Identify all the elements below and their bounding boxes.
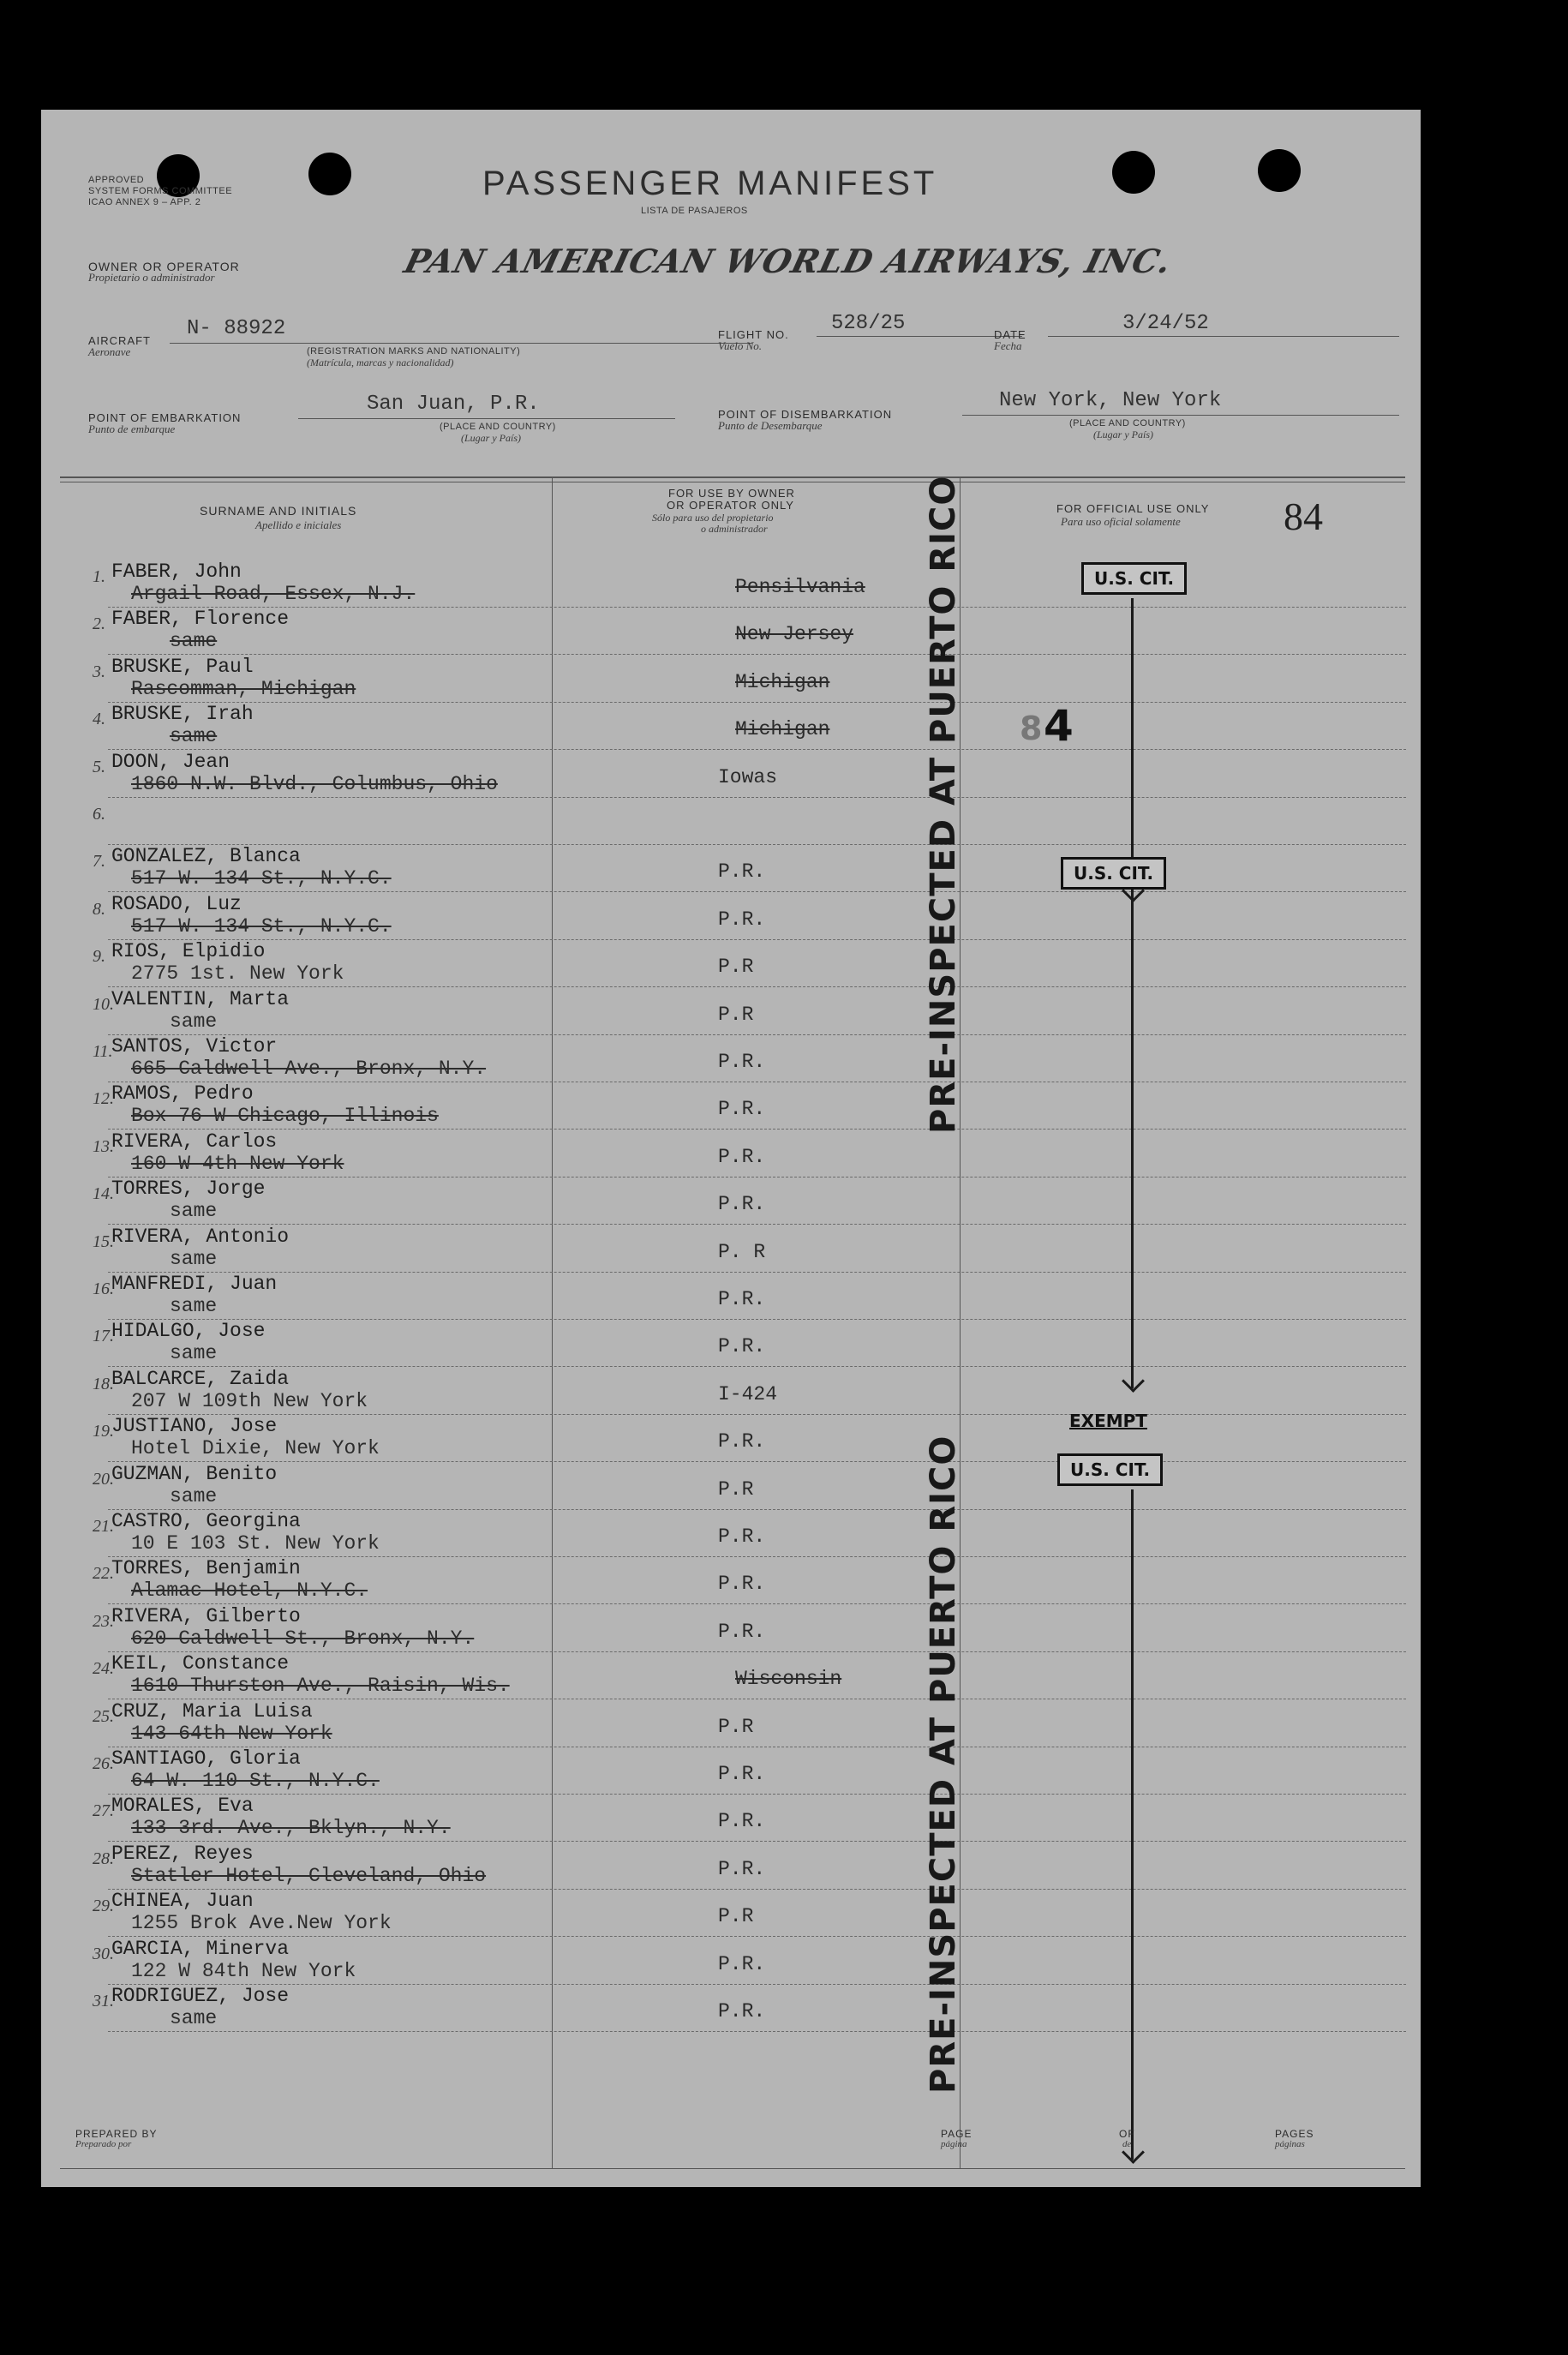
- aircraft-label: AIRCRAFT: [88, 334, 151, 347]
- operator-entry: P.R.: [718, 1335, 766, 1358]
- row-divider: [108, 1841, 1406, 1842]
- passenger-name: KEIL, Constance: [111, 1652, 290, 1675]
- punch-hole-center: [308, 153, 351, 195]
- page-title-sub: LISTA DE PASAJEROS: [641, 206, 748, 216]
- row-divider: [108, 1414, 1406, 1415]
- operator-entry: P.R.: [718, 1430, 766, 1453]
- operator-entry: P.R: [718, 1003, 754, 1026]
- passenger-address: Rascomman, Michigan: [131, 677, 356, 700]
- row-number: 10.: [93, 994, 114, 1014]
- operator-entry: Iowas: [718, 765, 778, 788]
- embark-underline: [298, 418, 675, 419]
- passenger-address: same: [170, 1247, 218, 1270]
- aircraft-value: N- 88922: [187, 317, 286, 340]
- us-cit-stamp-1: U.S. CIT.: [1081, 562, 1187, 595]
- row-number: 19.: [93, 1422, 114, 1441]
- passenger-address: Box 76 W Chicago, Illinois: [131, 1105, 439, 1128]
- page-title: PASSENGER MANIFEST: [482, 165, 938, 202]
- row-divider: [108, 1177, 1406, 1178]
- passenger-name: RIOS, Elpidio: [111, 940, 266, 963]
- passenger-name: CASTRO, Georgina: [111, 1510, 301, 1532]
- row-divider: [108, 1319, 1406, 1320]
- operator-entry: P.R.: [718, 1288, 766, 1310]
- aircraft-underline: [170, 343, 752, 344]
- passenger-name: FABER, Florence: [111, 608, 290, 631]
- operator-entry: P.R.: [718, 1857, 766, 1880]
- row-number: 24.: [93, 1659, 114, 1679]
- passenger-name: DOON, Jean: [111, 750, 230, 773]
- operator-entry: I-424: [718, 1382, 778, 1405]
- row-number: 21.: [93, 1517, 114, 1536]
- row-number: 22.: [93, 1564, 114, 1584]
- operator-entry: P.R.: [718, 1573, 766, 1596]
- passenger-address: Argail Road, Essex, N.J.: [131, 583, 416, 605]
- table-bottom-rule: [60, 2168, 1405, 2169]
- passenger-address: 10 E 103 St. New York: [131, 1532, 380, 1555]
- airline-name: PAN AMERICAN WORLD AIRWAYS, INC.: [400, 242, 1176, 280]
- registration-note: (REGISTRATION MARKS AND NATIONALITY): [307, 346, 521, 357]
- row-divider: [108, 1794, 1406, 1795]
- flight-underline: [817, 336, 1022, 337]
- row-divider: [108, 1272, 1406, 1273]
- passenger-address: same: [170, 2007, 218, 2029]
- column-divider-1: [552, 478, 553, 2168]
- passenger-address: 1255 Brok Ave.New York: [131, 1912, 392, 1935]
- row-number: 27.: [93, 1801, 114, 1821]
- bracket-line-1: [1131, 598, 1134, 898]
- passenger-address: 2775 1st. New York: [131, 962, 344, 986]
- passenger-address: Statler Hotel, Cleveland, Ohio: [131, 1864, 487, 1887]
- exempt-stamp: EXEMPT: [1069, 1411, 1147, 1431]
- row-divider: [108, 1984, 1406, 1985]
- passenger-address: 517 W. 134 St., N.Y.C.: [131, 867, 392, 890]
- row-divider: [108, 1366, 1406, 1367]
- row-number: 29.: [93, 1897, 114, 1916]
- row-divider: [108, 891, 1406, 892]
- row-number: 11.: [93, 1042, 113, 1061]
- passenger-name: RIVERA, Carlos: [111, 1130, 278, 1153]
- passenger-address: same: [170, 630, 218, 653]
- place-note-1: (PLACE AND COUNTRY): [440, 422, 556, 432]
- operator-entry: P.R.: [718, 1952, 766, 1975]
- row-divider: [108, 1509, 1406, 1510]
- of-label-es: de: [1122, 2139, 1132, 2149]
- row-number: 9.: [93, 947, 105, 967]
- prepared-label-es: Preparado por: [75, 2139, 132, 2149]
- operator-entry: P.R.: [718, 1525, 766, 1548]
- passenger-name: CHINEA, Juan: [111, 1890, 254, 1913]
- row-number: 1.: [93, 567, 105, 586]
- passenger-address: 122 W 84th New York: [131, 1959, 356, 1982]
- row-number: 2.: [93, 614, 105, 634]
- row-number: 28.: [93, 1849, 114, 1868]
- disembark-label: POINT OF DISEMBARKATION: [718, 408, 893, 421]
- row-number: 18.: [93, 1374, 114, 1393]
- row-divider: [108, 2031, 1406, 2032]
- operator-entry: Michigan: [735, 670, 830, 693]
- operator-entry: New Jersey: [735, 623, 854, 646]
- row-number: 8.: [93, 899, 105, 919]
- passenger-name: TORRES, Benjamin: [111, 1557, 301, 1580]
- row-number: 23.: [93, 1611, 114, 1631]
- row-divider: [108, 1129, 1406, 1130]
- operator-entry: P. R: [718, 1240, 766, 1263]
- col-official-header-es: Para uso oficial solamente: [1061, 515, 1181, 528]
- date-underline: [1048, 336, 1399, 337]
- passenger-name: PEREZ, Reyes: [111, 1842, 254, 1865]
- pages-label-es: páginas: [1275, 2139, 1305, 2149]
- passenger-address: same: [170, 1295, 218, 1317]
- row-number: 25.: [93, 1706, 114, 1726]
- col-official-header: FOR OFFICIAL USE ONLY: [1056, 502, 1210, 515]
- passenger-name: MORALES, Eva: [111, 1795, 254, 1818]
- flight-label-es: Vuelo No.: [718, 339, 763, 352]
- passenger-name: GARCIA, Minerva: [111, 1937, 290, 1960]
- pages-label: PAGES: [1275, 2128, 1314, 2140]
- page-label: PAGE: [941, 2128, 973, 2140]
- operator-entry: P.R.: [718, 1620, 766, 1643]
- approval-line-1: APPROVED: [88, 175, 145, 185]
- official-number: 84: [1284, 494, 1323, 538]
- page-label-es: página: [941, 2139, 967, 2149]
- row-number: 5.: [93, 757, 105, 776]
- passenger-name: ROSADO, Luz: [111, 892, 242, 915]
- preinspected-stamp-top: PRE-INSPECTED AT PUERTO RICO: [924, 475, 963, 1134]
- row-number: 20.: [93, 1469, 114, 1489]
- passenger-name: SANTOS, Victor: [111, 1035, 278, 1058]
- row-divider: [108, 654, 1406, 655]
- col-owner-header-1: FOR USE BY OWNER: [668, 487, 795, 500]
- operator-entry: P.R.: [718, 1145, 766, 1168]
- row-divider: [108, 1461, 1406, 1462]
- row-divider: [108, 749, 1406, 750]
- passenger-address: 665 Caldwell Ave., Bronx, N.Y.: [131, 1058, 487, 1080]
- owner-label-es: Propietario o administrador: [88, 271, 215, 284]
- passenger-name: HIDALGO, Jose: [111, 1320, 266, 1343]
- passenger-address: 620 Caldwell St., Bronx, N.Y.: [131, 1627, 475, 1650]
- handwritten-faint-mark: 8: [1020, 710, 1043, 747]
- passenger-address: same: [170, 1342, 218, 1365]
- place-note-2-es: (Lugar y País): [1093, 428, 1153, 440]
- passenger-address: 64 W. 110 St., N.Y.C.: [131, 1770, 380, 1792]
- row-divider: [108, 607, 1406, 608]
- approval-line-3: ICAO ANNEX 9 – APP. 2: [88, 197, 201, 207]
- passenger-name: TORRES, Jorge: [111, 1178, 266, 1201]
- operator-entry: P.R.: [718, 1763, 766, 1785]
- row-number: 12.: [93, 1089, 114, 1109]
- row-number: 15.: [93, 1231, 114, 1251]
- bracket-line-3: [1131, 1489, 1134, 2160]
- passenger-name: VALENTIN, Marta: [111, 987, 290, 1010]
- row-divider: [108, 939, 1406, 940]
- flight-value: 528/25: [831, 312, 906, 335]
- passenger-address: Alamac Hotel, N.Y.C.: [131, 1579, 368, 1603]
- passenger-name: CRUZ, Maria Luisa: [111, 1699, 313, 1723]
- passenger-address: same: [170, 1484, 218, 1507]
- operator-entry: P.R.: [718, 1810, 766, 1833]
- passenger-name: SANTIAGO, Gloria: [111, 1747, 301, 1770]
- passenger-name: BRUSKE, Paul: [111, 655, 254, 678]
- date-value: 3/24/52: [1122, 312, 1209, 335]
- approval-line-2: SYSTEM FORMS COMMITTEE: [88, 186, 233, 196]
- row-divider: [108, 797, 1406, 798]
- punch-hole-right-2: [1258, 149, 1301, 192]
- operator-entry: P.R: [718, 956, 754, 979]
- preinspected-stamp-bottom: PRE-INSPECTED AT PUERTO RICO: [924, 1435, 963, 2094]
- embark-label-es: Punto de embarque: [88, 422, 176, 435]
- operator-entry: Wisconsin: [735, 1668, 842, 1691]
- operator-entry: P.R.: [718, 1051, 766, 1073]
- bracket-line-2: [1131, 890, 1134, 1388]
- passenger-address: same: [170, 725, 218, 748]
- operator-entry: P.R.: [718, 908, 766, 931]
- row-divider: [108, 844, 1406, 845]
- flight-label: FLIGHT NO.: [718, 328, 789, 341]
- row-number: 4.: [93, 710, 105, 729]
- operator-entry: P.R: [718, 1477, 754, 1501]
- row-divider: [108, 1603, 1406, 1604]
- row-divider: [108, 702, 1406, 703]
- passenger-name: RODRIGUEZ, Jose: [111, 1985, 290, 2007]
- row-divider: [108, 1889, 1406, 1890]
- col-owner-header-es-1: Sólo para uso del propietario: [652, 512, 774, 524]
- col-owner-header-es-2: o administrador: [701, 523, 768, 535]
- col-surname-header: SURNAME AND INITIALS: [200, 504, 357, 518]
- operator-entry: Pensilvania: [735, 576, 865, 598]
- passenger-address: 160 W 4th New York: [131, 1152, 344, 1175]
- handwritten-count: 4: [1044, 701, 1074, 751]
- operator-entry: P.R.: [718, 1098, 766, 1121]
- operator-entry: P.R.: [718, 2000, 766, 2022]
- row-number: 26.: [93, 1754, 114, 1773]
- passenger-name: RAMOS, Pedro: [111, 1082, 254, 1106]
- passenger-address: 1860 N.W. Blvd., Columbus, Ohio: [131, 772, 498, 795]
- row-number: 30.: [93, 1944, 114, 1963]
- operator-entry: P.R.: [718, 1193, 766, 1216]
- registration-note-es: (Matrícula, marcas y nacionalidad): [307, 357, 454, 369]
- passenger-address: 1610 Thurston Ave., Raisin, Wis.: [131, 1675, 510, 1698]
- row-number: 31.: [93, 1992, 114, 2010]
- passenger-address: 207 W 109th New York: [131, 1389, 368, 1412]
- row-divider: [108, 986, 1406, 987]
- passenger-name: GONZALEZ, Blanca: [111, 845, 301, 868]
- passenger-name: GUZMAN, Benito: [111, 1462, 278, 1485]
- passenger-name: FABER, John: [111, 560, 242, 583]
- punch-hole-right-1: [1112, 151, 1155, 194]
- passenger-address: Hotel Dixie, New York: [131, 1437, 380, 1460]
- passenger-name: RIVERA, Gilberto: [111, 1604, 301, 1627]
- disembark-underline: [962, 415, 1399, 416]
- passenger-name: MANFREDI, Juan: [111, 1273, 278, 1295]
- owner-label: OWNER OR OPERATOR: [88, 260, 240, 273]
- operator-entry: P.R: [718, 1905, 754, 1928]
- row-divider: [108, 1651, 1406, 1652]
- bracket-arrow-2: [1122, 1369, 1145, 1393]
- row-divider: [108, 1936, 1406, 1937]
- passenger-name: RIVERA, Antonio: [111, 1225, 290, 1248]
- place-note-2: (PLACE AND COUNTRY): [1069, 418, 1186, 428]
- row-divider: [108, 1224, 1406, 1225]
- prepared-label: PREPARED BY: [75, 2128, 158, 2140]
- operator-entry: P.R.: [718, 860, 766, 884]
- disembark-value: New York, New York: [999, 389, 1222, 412]
- row-number: 6.: [93, 805, 105, 824]
- table-top-rule-1: [60, 476, 1405, 478]
- passenger-name: BRUSKE, Irah: [111, 703, 254, 726]
- passenger-name: JUSTIANO, Jose: [111, 1415, 278, 1438]
- operator-entry: P.R: [718, 1715, 754, 1738]
- passenger-address: same: [170, 1200, 218, 1223]
- us-cit-stamp-3: U.S. CIT.: [1057, 1453, 1163, 1486]
- passenger-address: 143 64th New York: [131, 1722, 332, 1745]
- operator-entry: Michigan: [735, 718, 830, 741]
- row-number: 17.: [93, 1327, 114, 1346]
- row-divider: [108, 1034, 1406, 1035]
- passenger-address: same: [170, 1010, 218, 1033]
- row-number: 7.: [93, 852, 105, 872]
- embark-label: POINT OF EMBARKATION: [88, 411, 242, 424]
- row-number: 16.: [93, 1279, 114, 1298]
- date-label: DATE: [994, 328, 1026, 341]
- row-divider: [108, 1556, 1406, 1557]
- place-note-1-es: (Lugar y País): [461, 432, 521, 444]
- aircraft-label-es: Aeronave: [88, 345, 131, 358]
- embark-value: San Juan, P.R.: [367, 392, 540, 416]
- passenger-name: BALCARCE, Zaida: [111, 1367, 290, 1390]
- disembark-label-es: Punto de Desembarque: [718, 419, 823, 432]
- manifest-page: [41, 110, 1421, 2187]
- date-label-es: Fecha: [994, 339, 1022, 352]
- of-label: OF: [1119, 2128, 1135, 2140]
- row-number: 3.: [93, 662, 105, 681]
- us-cit-stamp-2: U.S. CIT.: [1061, 857, 1166, 890]
- passenger-address: 517 W. 134 St., N.Y.C.: [131, 914, 392, 938]
- row-number: 13.: [93, 1136, 114, 1156]
- col-owner-header-2: OR OPERATOR ONLY: [667, 499, 794, 512]
- passenger-address: 133 3rd. Ave., Bklyn., N.Y.: [131, 1817, 451, 1840]
- row-number: 14.: [93, 1184, 114, 1204]
- col-surname-header-es: Apellido e iniciales: [255, 518, 342, 531]
